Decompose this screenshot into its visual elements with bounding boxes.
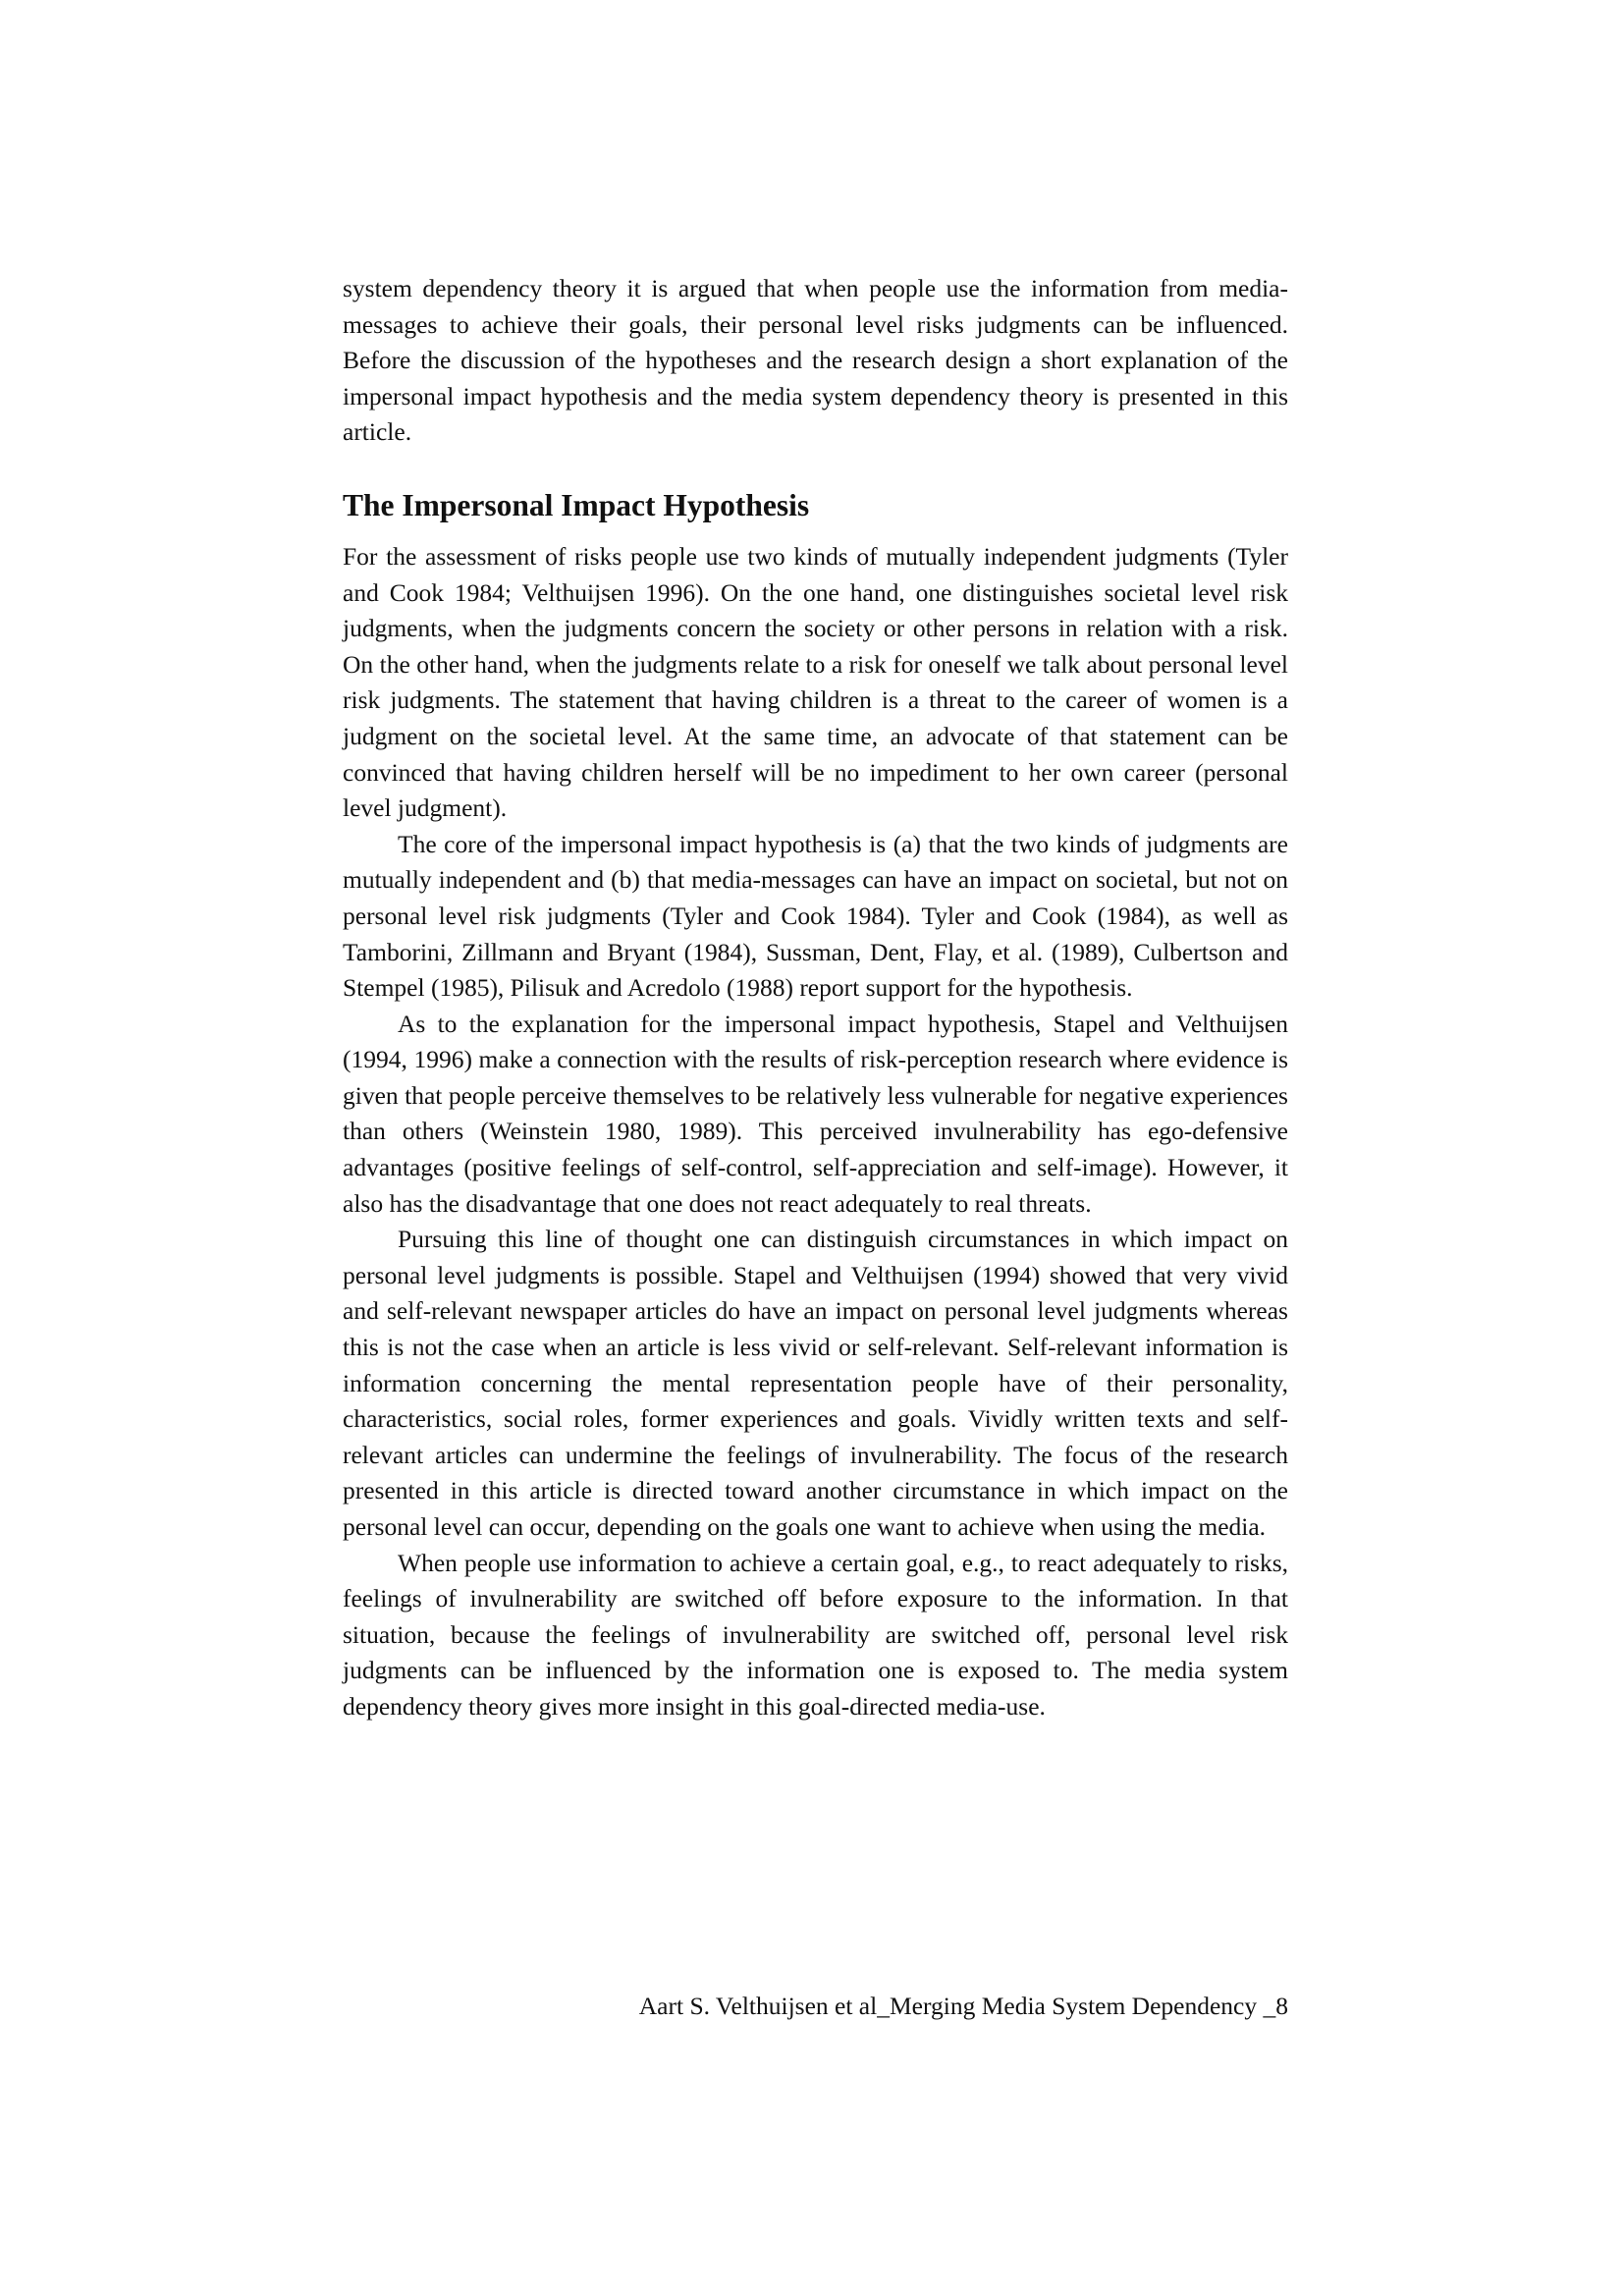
body-paragraph-2: The core of the impersonal impact hypothesis is (a) that the two kinds of judgments are mutually independent and (b) that media-messages can have an impact on societal, but not on personal level risk judgments (Tyler and Cook 1984). Tyler and Cook (1984), as well as Tamborini, Zillmann and Bryant (1984), Sussman, Dent, Flay, et al. (1989), Culbertson and Stempel (1985), Pilisuk and Acredolo (1988) report support for the hypothesis. <box>343 829 1288 1003</box>
body-paragraph-1: For the assessment of risks people use two kinds of mutually independent judgments (Tyler and Cook 1984; Velthuijsen 1996). On the one hand, one distinguishes societal level risk judgments, when the judgments concern the society or other persons in relation with a risk. On the other hand, when the judgments relate to a risk for oneself we talk about personal level risk judgments. The statement that having children is a threat to the career of women is a judgment on the societal level. At the same time, an advocate of that statement can be convinced that having children herself will be no impediment to her own career (personal level judgment). <box>343 541 1288 823</box>
body-paragraph-4: Pursuing this line of thought one can distinguish circumstances in which impact on personal level judgments is possible. Stapel and Velthuijsen (1994) showed that very vivid and self-relevant newspaper articles do have an impact on personal level judgments whereas this is not the case when an article is less vivid or self-relevant. Self-relevant information is information concerning the mental representation people have of their personality, characteristics, social roles, former experiences and goals. Vividly written texts and self-relevant articles can undermine the feelings of invulnerability. The focus of the research presented in this article is directed toward another circumstance in which impact on the personal level can occur, depending on the goals one want to achieve when using the media. <box>343 1225 1288 1541</box>
section-heading: The Impersonal Impact Hypothesis <box>343 487 810 522</box>
text-column <box>343 271 1288 1725</box>
intro-paragraph: system dependency theory it is argued that when people use the information from media-messages to achieve their goals, their personal level risks judgments can be influenced. Before the discussion of the hypotheses and the research design a short explanation of the impersonal impact hypothesis and the media system dependency theory is presented in this article. <box>343 274 1288 447</box>
body-paragraph-5: When people use information to achieve a certain goal, e.g., to react adequately to risks, feelings of invulnerability are switched off before exposure to the information. In that situation, because the feelings of invulnerability are switched off, personal level risk judgments can be influenced by the information one is exposed to. The media system dependency theory gives more insight in this goal-directed media-use. <box>343 1548 1288 1721</box>
running-footer: Aart S. Velthuijsen et al_Merging Media System Dependency _8 <box>638 1992 1288 2020</box>
body-paragraph-3: As to the explanation for the impersonal impact hypothesis, Stapel and Velthuijsen (1994, 1996) make a connection with the results of risk-perception research where evidence is given that people perceive themselves to be relatively less vulnerable for negative experiences than others (Weinstein 1980, 1989). This perceived invulnerability has ego-defensive advantages (positive feelings of self-control, self-appreciation and self-image). However, it also has the disadvantage that one does not react adequately to real threats. <box>343 1009 1288 1218</box>
